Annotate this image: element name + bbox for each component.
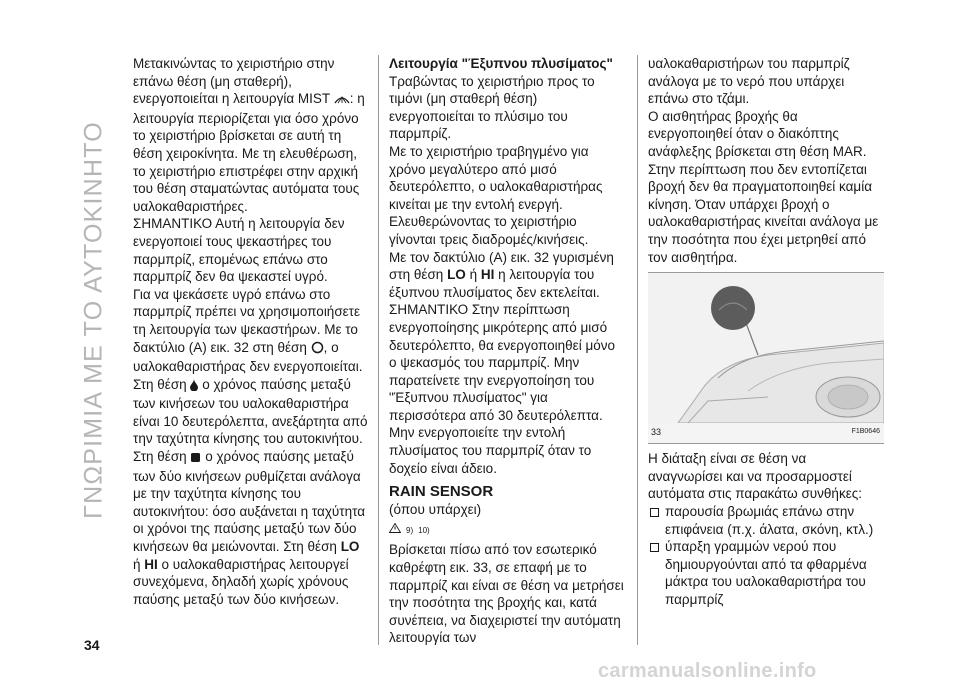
list-item (648, 503, 884, 538)
text: ο υαλοκαθαριστήρας λειτουργεί συνεχόμενα, δηλαδή χωρίς χρόνους παύσης μεταξύ των δύο κινήσεων. (133, 556, 349, 607)
list-item-text: ύπαρξη γραμμών νερού που δημιουργούνται από τα φθαρμένα μάκτρα του υαλοκαθαριστήρα του παρμπρίζ (665, 539, 867, 607)
column-3 (648, 55, 884, 608)
lo-label: LO (447, 267, 466, 283)
hi-label: HI (480, 267, 495, 283)
paragraph-smart-wash-1: Τραβώντας το χειριστήριο προς το τιμόνι (μη σταθερή θέση) ενεργοποιείται το πλύσιμο του παρμπρίζ. (389, 73, 595, 142)
paragraph-washer (133, 286, 369, 609)
text: Με τον δακτύλιο (A) εικ. 32 γυρισμένη στη θέση (389, 249, 614, 283)
drop-icon (190, 378, 198, 396)
chapter-title-vertical (78, 40, 110, 600)
rain-sensor-heading: RAIN SENSOR (389, 483, 494, 501)
column-divider-2 (637, 55, 638, 645)
column-divider-1 (378, 55, 379, 645)
paragraph-mist (133, 55, 369, 215)
or-text: ή (133, 556, 141, 572)
mist-wiper-icon (334, 92, 350, 110)
text: ο χρόνος παύσης μεταξύ των δύο κινήσεων ρυθμίζεται ανάλογα με την ταχύτητα κίνησης του αυτοκινήτου: όσο αυξάνεται η ταχύτητα οι χρόνοι της παύσης μεταξύ των δύο κινήσεων θα μειώνονται. Στη θέση (133, 449, 366, 555)
text: Μετακινώντας το χειριστήριο στην επάνω θέση (μη σταθερή), ενεργοποιείται η λειτουργία MIST (133, 56, 335, 107)
car-rain-sensor-illustration (648, 273, 884, 423)
paragraph-rain-sensor: Βρίσκεται πίσω από τον εσωτερικό καθρέφτη εικ. 33, σε επαφή με το παρμπρίζ και είναι σε θέση να μετρήσει την ποσότητα της βροχής και, κατά συνέπεια, να διαχειριστεί την αυτόματη λειτουργία των (389, 542, 624, 646)
chapter-title-text: ΓΝΩΡΙΜΙΑ ΜΕ ΤΟ ΑΥΤΟΚΙΝΗΤΟ (79, 121, 108, 519)
paragraph-smart-wash-2: Με το χειριστήριο τραβηγμένο για χρόνο μεγαλύτερο από μισό δευτερόλεπτο, ο υαλοκαθαριστήρας κινείται με την εντολή ενεργή. Ελευθερώνοντας το χειριστήριο γίνονται τρεις διαδρομές/κινήσεις. (389, 143, 603, 247)
note-ref-9[interactable]: 9) (406, 525, 414, 535)
paragraph-smart-wash-3 (389, 249, 625, 302)
paragraph-conditions: Η διάταξη είναι σε θέση να αναγνωρίσει και να προσαρμοστεί αυτόματα στις παρακάτω συνθήκες: (648, 451, 862, 502)
paragraph-rain-sensor-2: Ο αισθητήρας βροχής θα ενεργοποιηθεί όταν ο διακόπτης ανάφλεξης βρίσκεται στη θέση MAR. Στην περίπτωση που δεν εντοπίζεται βροχή δεν θα πραγματοποιηθεί καμία κίνηση. Όταν υπάρχει βροχή ο υαλοκαθαριστήρας κινείται ανάλογα με την ποσότητα που έχει μετρηθεί από τον αισθητήρα. (648, 108, 879, 265)
hi-label: HI (144, 556, 158, 572)
bullet-square-icon (650, 543, 659, 552)
column-1 (133, 55, 369, 608)
smart-wash-heading: Λειτουργία "Έξυπνου πλυσίματος" (389, 56, 613, 71)
or-text: ή (469, 267, 478, 283)
list-item-text: παρουσία βρωμιάς επάνω στην επιφάνεια (π.χ. άλατα, σκόνη, κτλ.) (665, 503, 874, 537)
text: , ο υαλοκαθαριστήρας δεν ενεργοποιείται. Στη θέση (133, 339, 363, 392)
text: : η λειτουργία περιορίζεται για όσο χρόνο το χειριστήριο βρίσκεται σε αυτή τη θέση χειροκίνητα. Με τη ελευθέρωση, το χειριστήριο επιστρέφει στην αρχική του θέση σταματώντας αυτόματα τους υαλοκαθαριστήρες. (133, 91, 365, 214)
figure-33 (648, 272, 884, 444)
bullet-square-icon (650, 508, 659, 517)
rain-sensor-subheading: (όπου υπάρχει) (389, 502, 482, 518)
figure-number: 33 (651, 426, 662, 437)
square-icon (190, 450, 201, 468)
paragraph-important-1: ΣΗΜΑΝΤΙΚΟ Αυτή η λειτουργία δεν ενεργοποιεί τους ψεκαστήρες του παρμπρίζ, επομένως επάνω στο παρμπρίζ δεν θα ψεκαστεί υγρό. (133, 216, 345, 285)
note-ref-10[interactable]: 10) (418, 525, 430, 535)
text: ο χρόνος παύσης μεταξύ των κινήσεων του υαλοκαθαριστήρα είναι 10 δευτερόλεπτα, ανεξάρτητα από την ταχύτητα κίνησης του αυτοκινήτου. Στη θέση (133, 376, 368, 465)
paragraph-rain-sensor-cont: υαλοκαθαριστήρων του παρμπρίζ ανάλογα με το νερό που υπάρχει επάνω στο τζάμι. (648, 56, 850, 107)
warning-icon (389, 522, 401, 540)
watermark: carmanualsonline.info (598, 660, 817, 682)
off-circle-icon (311, 341, 324, 359)
warning-notes (389, 522, 625, 540)
text: η λειτουργία του έξυπνου πλυσίματος δεν εκτελείται. (389, 267, 600, 300)
column-2 (389, 55, 625, 647)
page-number: 34 (84, 637, 100, 653)
paragraph-important-2: ΣΗΜΑΝΤΙΚΟ Στην περίπτωση ενεργοποίησης μικρότερης από μισό δευτερόλεπτο, θα ενεργοποιηθεί μόνο ο ψεκασμός του παρμπρίζ. Μην παρατείνετε την ενεργοποίηση του "Έξυπνου πλυσίματος" για περισσότερα από 30 δευτερόλεπτα. Μην ενεργοποιείτε την εντολή πλυσίματος του παρμπρίζ όταν το δοχείο είναι άδειο. (389, 302, 615, 476)
lo-label: LO (340, 539, 360, 555)
text: Για να ψεκάσετε υγρό επάνω στο παρμπρίζ πρέπει να χρησιμοποιήσετε τη λειτουργία των ψεκαστήρων. Με το δακτύλιο (A) εικ. 32 στη θέση (133, 286, 361, 355)
list-item (648, 538, 884, 608)
figure-code: F1B0646 (851, 427, 880, 435)
